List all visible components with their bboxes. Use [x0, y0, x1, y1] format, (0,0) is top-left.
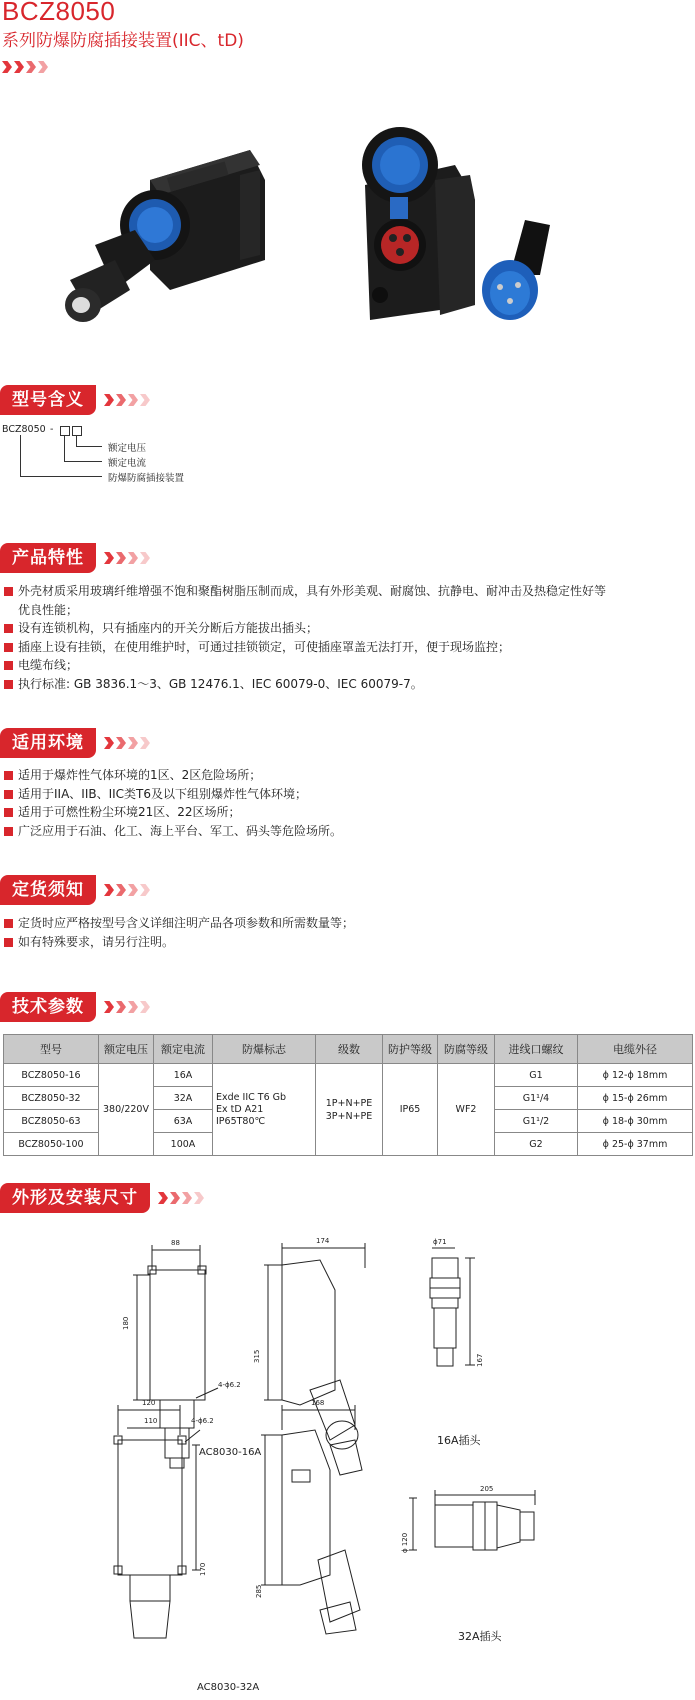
cell-corrosion: WF2 [438, 1064, 495, 1156]
section-header-features [0, 543, 152, 573]
col-marking: 防爆标志 [213, 1035, 316, 1064]
page-subtitle: 系列防爆防腐插接装置(IIC、tD) [2, 31, 244, 51]
header-chevrons [2, 61, 50, 73]
label-16a-plug: 16A插头 [437, 1434, 481, 1447]
model-box-2 [72, 426, 82, 436]
dim-168: 168 [311, 1399, 325, 1407]
feature-item: 执行标准: GB 3836.1～3、GB 12476.1、IEC 60079-0、IEC 60079-7。 [0, 675, 690, 694]
product-photo-closed [55, 140, 280, 340]
tech-table-header [4, 1035, 693, 1064]
cell-model: BCZ8050-32 [4, 1087, 99, 1110]
drawing-16a-plug [430, 1248, 475, 1366]
cell-model: BCZ8050-63 [4, 1110, 99, 1133]
environment-list [0, 766, 690, 840]
dim-hole-16: 4-ϕ6.2 [218, 1381, 241, 1389]
cell-cable: ϕ 25-ϕ 37mm [578, 1133, 693, 1156]
cell-thread: G1¹/2 [495, 1110, 578, 1133]
cell-cable: ϕ 12-ϕ 18mm [578, 1064, 693, 1087]
dim-205: 205 [480, 1485, 494, 1493]
section-header-dimensions [0, 1183, 206, 1213]
dim-180: 180 [122, 1316, 130, 1330]
cell-ip: IP65 [383, 1064, 438, 1156]
col-ip: 防护等级 [383, 1035, 438, 1064]
cell-model: BCZ8050-100 [4, 1133, 99, 1156]
cell-current: 63A [154, 1110, 213, 1133]
dim-phi120: ϕ 120 [401, 1532, 409, 1553]
section-title-environment: 适用环境 [0, 728, 96, 758]
section-title-features: 产品特性 [0, 543, 96, 573]
feature-item: 外壳材质采用玻璃纤维增强不饱和聚酯树脂压制而成，具有外形美观、耐腐蚀、抗静电、耐冲击及热稳定性好等 [0, 582, 690, 601]
col-voltage: 额定电压 [99, 1035, 154, 1064]
section-header-environment [0, 728, 152, 758]
environment-item: 适用于可燃性粉尘环境21区、22区场所； [0, 803, 690, 822]
model-box-1 [60, 426, 70, 436]
drawing-16a-front [133, 1245, 218, 1468]
drawing-32a-plug [409, 1490, 535, 1550]
order-list [0, 914, 690, 951]
marking-line-1: Exde IIC T6 Gb [216, 1091, 287, 1103]
dim-167: 167 [476, 1353, 484, 1367]
col-thread: 进线口螺纹 [495, 1035, 578, 1064]
dim-120: 120 [142, 1399, 156, 1407]
col-model: 型号 [4, 1035, 99, 1064]
poles-line-1: 1P+N+PE [325, 1097, 373, 1109]
cell-poles [316, 1064, 383, 1156]
label-32a-plug: 32A插头 [458, 1630, 502, 1643]
feature-item: 电缆布线； [0, 656, 690, 675]
label-ac8030-16a: AC8030-16A [199, 1447, 262, 1458]
environment-item: 适用于IIA、IIB、IIC类T6及以下组别爆炸性气体环境； [0, 785, 690, 804]
table-row [4, 1064, 693, 1087]
cell-model: BCZ8050-16 [4, 1064, 99, 1087]
cell-current: 100A [154, 1133, 213, 1156]
col-current: 额定电流 [154, 1035, 213, 1064]
drawing-32a-front [114, 1405, 200, 1638]
model-diagram [2, 424, 302, 504]
dim-hole-32: 4-ϕ6.2 [191, 1417, 214, 1425]
section-title-order: 定货须知 [0, 875, 96, 905]
drawing-32a-side [261, 1405, 360, 1634]
feature-item: 设有连锁机构，只有插座内的开关分断后方能拔出插头； [0, 619, 690, 638]
model-item-current: 额定电流 [108, 458, 147, 469]
drawing-16a-side [264, 1243, 365, 1475]
dim-285: 285 [255, 1584, 263, 1598]
col-corrosion: 防腐等级 [438, 1035, 495, 1064]
cell-thread: G1 [495, 1064, 578, 1087]
model-item-voltage: 额定电压 [108, 443, 147, 454]
dim-315: 315 [253, 1349, 261, 1363]
cell-voltage: 380/220V [99, 1064, 154, 1156]
dimension-drawings [0, 1230, 695, 1700]
dim-phi71: ϕ71 [433, 1238, 447, 1246]
product-photo-open [360, 125, 570, 345]
section-header-order [0, 875, 152, 905]
cell-cable: ϕ 15-ϕ 26mm [578, 1087, 693, 1110]
environment-item: 适用于爆炸性气体环境的1区、2区危险场所； [0, 766, 690, 785]
cell-marking [213, 1064, 316, 1156]
section-header-tech [0, 992, 152, 1022]
features-list [0, 582, 690, 693]
dim-170: 170 [199, 1562, 207, 1576]
section-title-dimensions: 外形及安装尺寸 [0, 1183, 150, 1213]
order-item: 如有特殊要求，请另行注明。 [0, 933, 690, 952]
col-cable: 电缆外径 [578, 1035, 693, 1064]
cell-cable: ϕ 18-ϕ 30mm [578, 1110, 693, 1133]
tech-table [3, 1034, 693, 1156]
label-ac8030-32a: AC8030-32A [197, 1682, 260, 1693]
section-title-tech: 技术参数 [0, 992, 96, 1022]
marking-line-2: Ex tD A21 IP65T80℃ [216, 1103, 266, 1127]
dim-110: 110 [144, 1417, 158, 1425]
section-title-model: 型号含义 [0, 385, 96, 415]
cell-thread: G1¹/4 [495, 1087, 578, 1110]
page-title: BCZ8050 [2, 0, 116, 26]
model-dash: - [50, 424, 54, 435]
model-item-device: 防爆防腐插接装置 [108, 473, 185, 484]
dim-88: 88 [171, 1239, 180, 1247]
dim-174: 174 [316, 1237, 330, 1245]
col-poles: 级数 [316, 1035, 383, 1064]
feature-item-continuation: 优良性能； [18, 602, 79, 617]
cell-current: 32A [154, 1087, 213, 1110]
cell-thread: G2 [495, 1133, 578, 1156]
cell-current: 16A [154, 1064, 213, 1087]
model-code: BCZ8050 [2, 424, 46, 435]
section-header-model [0, 385, 152, 415]
environment-item: 广泛应用于石油、化工、海上平台、军工、码头等危险场所。 [0, 822, 690, 841]
order-item: 定货时应严格按型号含义详细注明产品各项参数和所需数量等； [0, 914, 690, 933]
feature-item: 插座上设有挂锁，在使用维护时，可通过挂锁锁定，可使插座罩盖无法打开，便于现场监控； [0, 638, 690, 657]
poles-line-2: 3P+N+PE [325, 1110, 373, 1122]
